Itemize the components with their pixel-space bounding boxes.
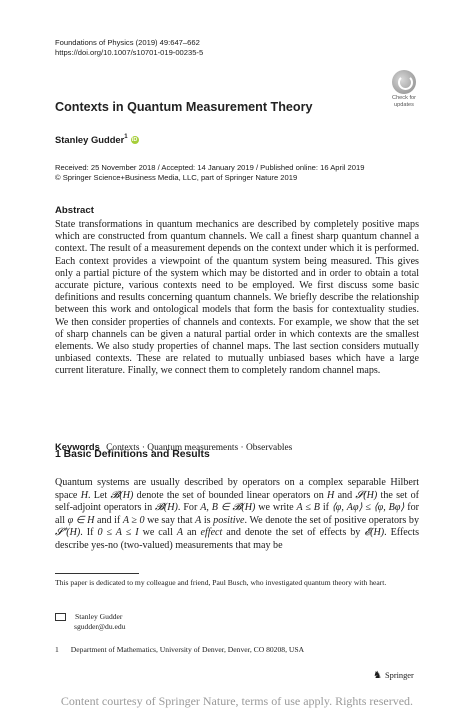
text-run: the set of self-adjoint operators in — [55, 489, 419, 514]
keywords-list: Contexts · Quantum measurements · Observables — [106, 443, 293, 453]
text-run: and if — [94, 514, 123, 526]
text-run: for all — [55, 502, 419, 526]
courtesy-watermark: Content courtesy of Springer Nature, terms of use apply. Rights reserved. — [60, 694, 414, 708]
math: 𝓑(H) — [110, 489, 134, 501]
body-paragraph — [55, 477, 419, 553]
affiliation-text: Department of Mathematics, University of Denver, Denver, CO 80208, USA — [70, 645, 305, 654]
abstract-text: State transformations in quantum mechanics are described by completely positive maps which are constructed from quantum channels. We call a finest sharp quantum channel a context. The result of a measurement depends on the context under which it is performed. Each context provides a viewpoint of the quantum system being measured. This gives only a partial picture of the system which may be distorted and in order to obtain a total accurate picture, various contexts need to be employed. We first discuss some basic definitions and results concerning quantum channels. We briefly describe the relationship between this work and ontological models that form the basis for contextuality studies. We then consider properties of channels and contexts. For example, we show that the set of sharp channels can be given a natural partial order in which contexts are the smallest elements. We also study properties of channel maps. The last section considers mutually unbiased contexts. These are related to mutually unbiased bases which have a large current literature. Finally, we connect them to completely random channel maps. — [55, 219, 419, 377]
math: φ ∈ H — [67, 514, 95, 526]
math: 0 ≤ A ≤ I — [97, 527, 139, 539]
text-run: we say that — [144, 514, 196, 526]
contact-name: Stanley Gudder — [75, 612, 123, 621]
text-run: Quantum systems are usually described by operators on a complex separable Hilbert space — [55, 477, 419, 501]
text-run: an — [183, 527, 201, 539]
journal-header — [55, 38, 203, 58]
footnote-divider — [55, 573, 139, 574]
text-run: and denote the set of effects by — [222, 527, 365, 539]
contact-email[interactable]: sgudder@du.edu — [74, 622, 126, 631]
text-run: is — [201, 514, 214, 526]
math: A ≥ 0 — [122, 514, 145, 526]
dates-line: Received: 25 November 2018 / Accepted: 14 January 2019 / Published online: 16 April 2019 — [55, 163, 365, 172]
publisher-logo — [373, 670, 414, 681]
journal-citation: Foundations of Physics (2019) 49:647–662 — [55, 38, 200, 47]
math: 𝓢⁺(H) — [55, 527, 81, 539]
text-run: . We denote the set of positive operators by — [244, 514, 419, 526]
text-run: we call — [138, 527, 177, 539]
badge-line1: Check for — [392, 95, 416, 101]
math: H — [327, 489, 335, 501]
affiliation-number: 1 — [55, 645, 59, 654]
keywords-label: Keywords — [55, 441, 100, 452]
text-run: we write — [255, 502, 297, 514]
text-run: . Let — [87, 489, 111, 501]
publisher-name: Springer — [384, 671, 414, 680]
author-name[interactable]: Stanley Gudder — [55, 134, 125, 145]
math: 𝓑(H) — [155, 502, 178, 514]
check-for-updates-badge[interactable] — [387, 70, 421, 108]
springer-horse-icon: ♞ — [373, 670, 382, 681]
math: H — [80, 489, 88, 501]
author-line — [55, 134, 139, 145]
text-run: denote the set of bounded linear operators on — [133, 489, 328, 501]
contact-block — [55, 612, 126, 632]
text-run: if — [319, 502, 332, 514]
affiliation — [55, 645, 304, 655]
author-affiliation-marker: 1 — [124, 134, 128, 140]
text-run: . Effects describe yes-no (two-valued) measurements that may be — [55, 527, 419, 551]
paper-title: Contexts in Quantum Measurement Theory — [55, 100, 313, 114]
math: A ≤ B — [296, 502, 320, 514]
math: A, B ∈ 𝓑(H) — [200, 502, 256, 514]
text-run: and — [334, 489, 356, 501]
publication-dates — [55, 163, 364, 183]
text-run: . For — [177, 502, 201, 514]
emphasis: positive — [213, 514, 245, 526]
emphasis: effect — [200, 527, 223, 539]
copyright-line: © Springer Science+Business Media, LLC, part of Springer Nature 2019 — [55, 173, 298, 182]
doi-link[interactable]: https://doi.org/10.1007/s10701-019-00235-5 — [55, 48, 204, 57]
text-run: . If — [80, 527, 98, 539]
orcid-icon[interactable]: iD — [131, 137, 138, 143]
dedication-footnote: This paper is dedicated to my colleague and friend, Paul Busch, who investigated quantum theory with heart. — [55, 578, 387, 587]
math: A — [195, 514, 202, 526]
section-heading: 1 Basic Definitions and Results — [55, 449, 210, 460]
math: 𝓢(H) — [355, 489, 378, 501]
math: A — [176, 527, 184, 539]
envelope-icon — [55, 613, 66, 621]
badge-line2: updates — [394, 101, 414, 108]
math: 𝓔(H) — [364, 527, 385, 539]
math: ⟨φ, Aφ⟩ ≤ ⟨φ, Bφ⟩ — [331, 502, 405, 514]
check-for-updates-icon — [392, 70, 416, 94]
abstract-heading: Abstract — [55, 205, 94, 216]
